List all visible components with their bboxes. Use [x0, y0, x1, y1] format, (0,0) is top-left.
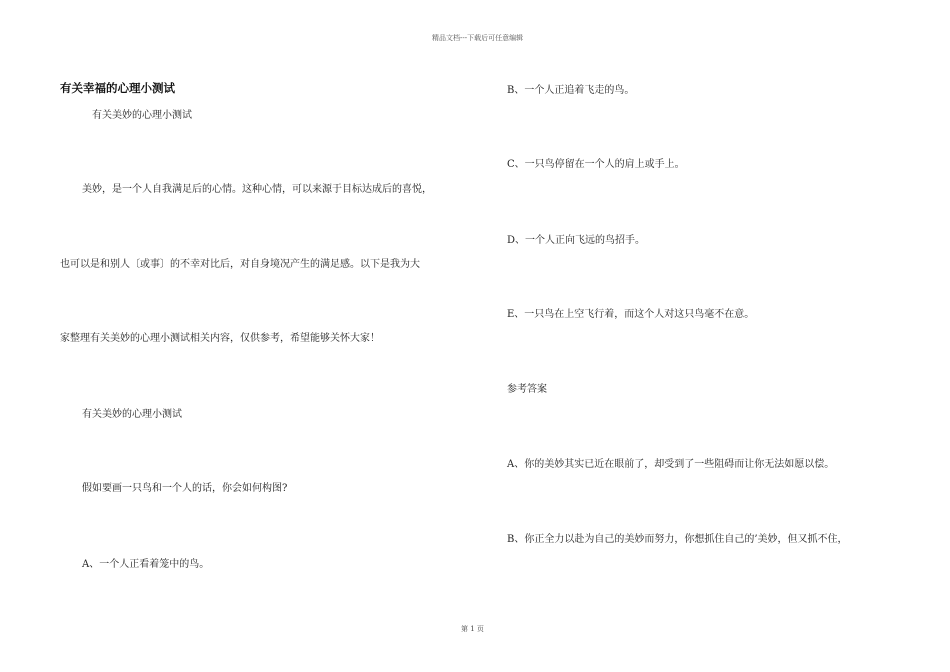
option-a: A、一个人正看着笼中的鸟。 [82, 559, 210, 570]
option-c: C、一只鸟停留在一个人的肩上或手上。 [507, 159, 685, 170]
section-heading: 有关美妙的心理小测试 [82, 409, 182, 420]
page-number: 第 1 页 [461, 625, 484, 633]
option-b: B、一个人正追着飞走的鸟。 [507, 85, 635, 96]
page-header: 精品文档---下载后可任意编辑 [432, 34, 524, 42]
intro-paragraph-line-2: 也可以是和别人〔或事〕的不幸对比后，对自身境况产生的满足感。以下是我为大 [60, 259, 420, 270]
option-d: D、一个人正向飞远的鸟招手。 [507, 235, 646, 246]
answer-heading: 参考答案 [507, 384, 547, 395]
option-e: E、一只鸟在上空飞行着，而这个人对这只鸟毫不在意。 [507, 309, 755, 320]
quiz-question: 假如要画一只鸟和一个人的话，你会如何构图? [82, 483, 288, 494]
answer-a: A、你的美妙其实已近在眼前了，却受到了一些阻碍而让你无法如愿以偿。 [507, 459, 835, 470]
intro-paragraph-line-1: 美妙，是一个人自我满足后的心情。这种心情，可以来源于目标达成后的喜悦， [82, 184, 432, 195]
answer-b: B、你正全力以赴为自己的美妙而努力，你想抓住自己的’美妙，但又抓不住， [507, 534, 848, 545]
document-title: 有关幸福的心理小测试 [60, 81, 175, 95]
intro-paragraph-line-3: 家整理有关美妙的心理小测试相关内容，仅供参考，希望能够关怀大家！ [60, 333, 380, 344]
subtitle: 有关美妙的心理小测试 [92, 110, 192, 121]
